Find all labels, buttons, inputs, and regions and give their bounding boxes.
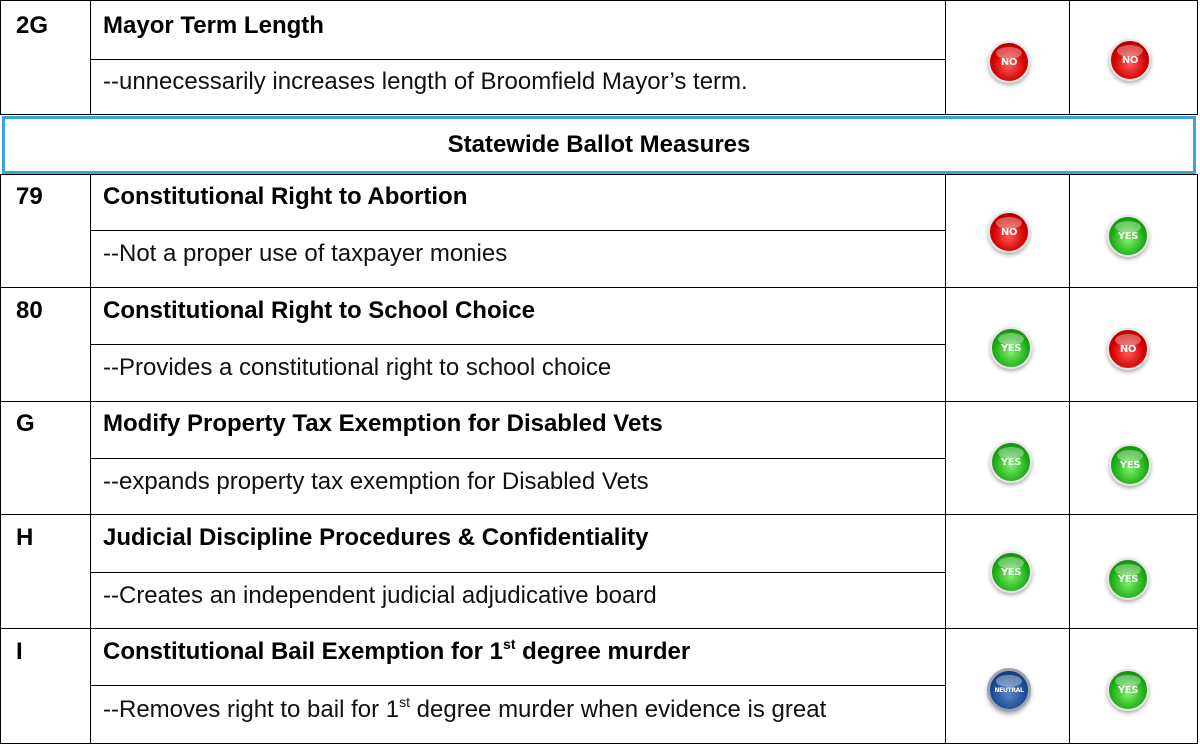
measure-description: --Not a proper use of taxpayer monies xyxy=(103,240,508,267)
neutral-badge-icon: NEUTRAL xyxy=(987,668,1031,712)
yes-badge-icon: YES xyxy=(1107,215,1149,257)
measure-title: Modify Property Tax Exemption for Disabled Vets xyxy=(103,410,663,437)
yes-badge-icon: YES xyxy=(1107,558,1149,600)
no-badge-icon: NO xyxy=(1109,39,1151,81)
measure-code: H xyxy=(16,524,34,551)
measure-code: I xyxy=(16,638,23,665)
measure-description: --expands property tax exemption for Disabled Vets xyxy=(103,468,649,495)
measure-title: Constitutional Bail Exemption for 1st degree murder xyxy=(103,636,691,665)
measure-description: --Removes right to bail for 1st degree murder when evidence is great xyxy=(103,694,827,723)
measure-title: Constitutional Right to School Choice xyxy=(103,297,535,324)
measure-title: Judicial Discipline Procedures & Confidentiality xyxy=(103,524,649,551)
measure-code: 2G xyxy=(16,12,49,39)
measure-code: G xyxy=(16,410,35,437)
yes-badge-icon: YES xyxy=(990,551,1032,593)
no-badge-icon: NO xyxy=(988,41,1030,83)
measure-title: Constitutional Right to Abortion xyxy=(103,183,468,210)
measure-description: --unnecessarily increases length of Broomfield Mayor’s term. xyxy=(103,68,748,95)
yes-badge-icon: YES xyxy=(1107,669,1149,711)
section-header: Statewide Ballot Measures xyxy=(2,116,1196,174)
measure-title: Mayor Term Length xyxy=(103,12,324,39)
no-badge-icon: NO xyxy=(988,211,1030,253)
measure-description: --Creates an independent judicial adjudicative board xyxy=(103,582,657,609)
no-badge-icon: NO xyxy=(1107,328,1149,370)
yes-badge-icon: YES xyxy=(1109,444,1151,486)
yes-badge-icon: YES xyxy=(990,441,1032,483)
measure-code: 80 xyxy=(16,297,43,324)
measure-code: 79 xyxy=(16,183,43,210)
measure-description: --Provides a constitutional right to school choice xyxy=(103,354,612,381)
yes-badge-icon: YES xyxy=(990,327,1032,369)
